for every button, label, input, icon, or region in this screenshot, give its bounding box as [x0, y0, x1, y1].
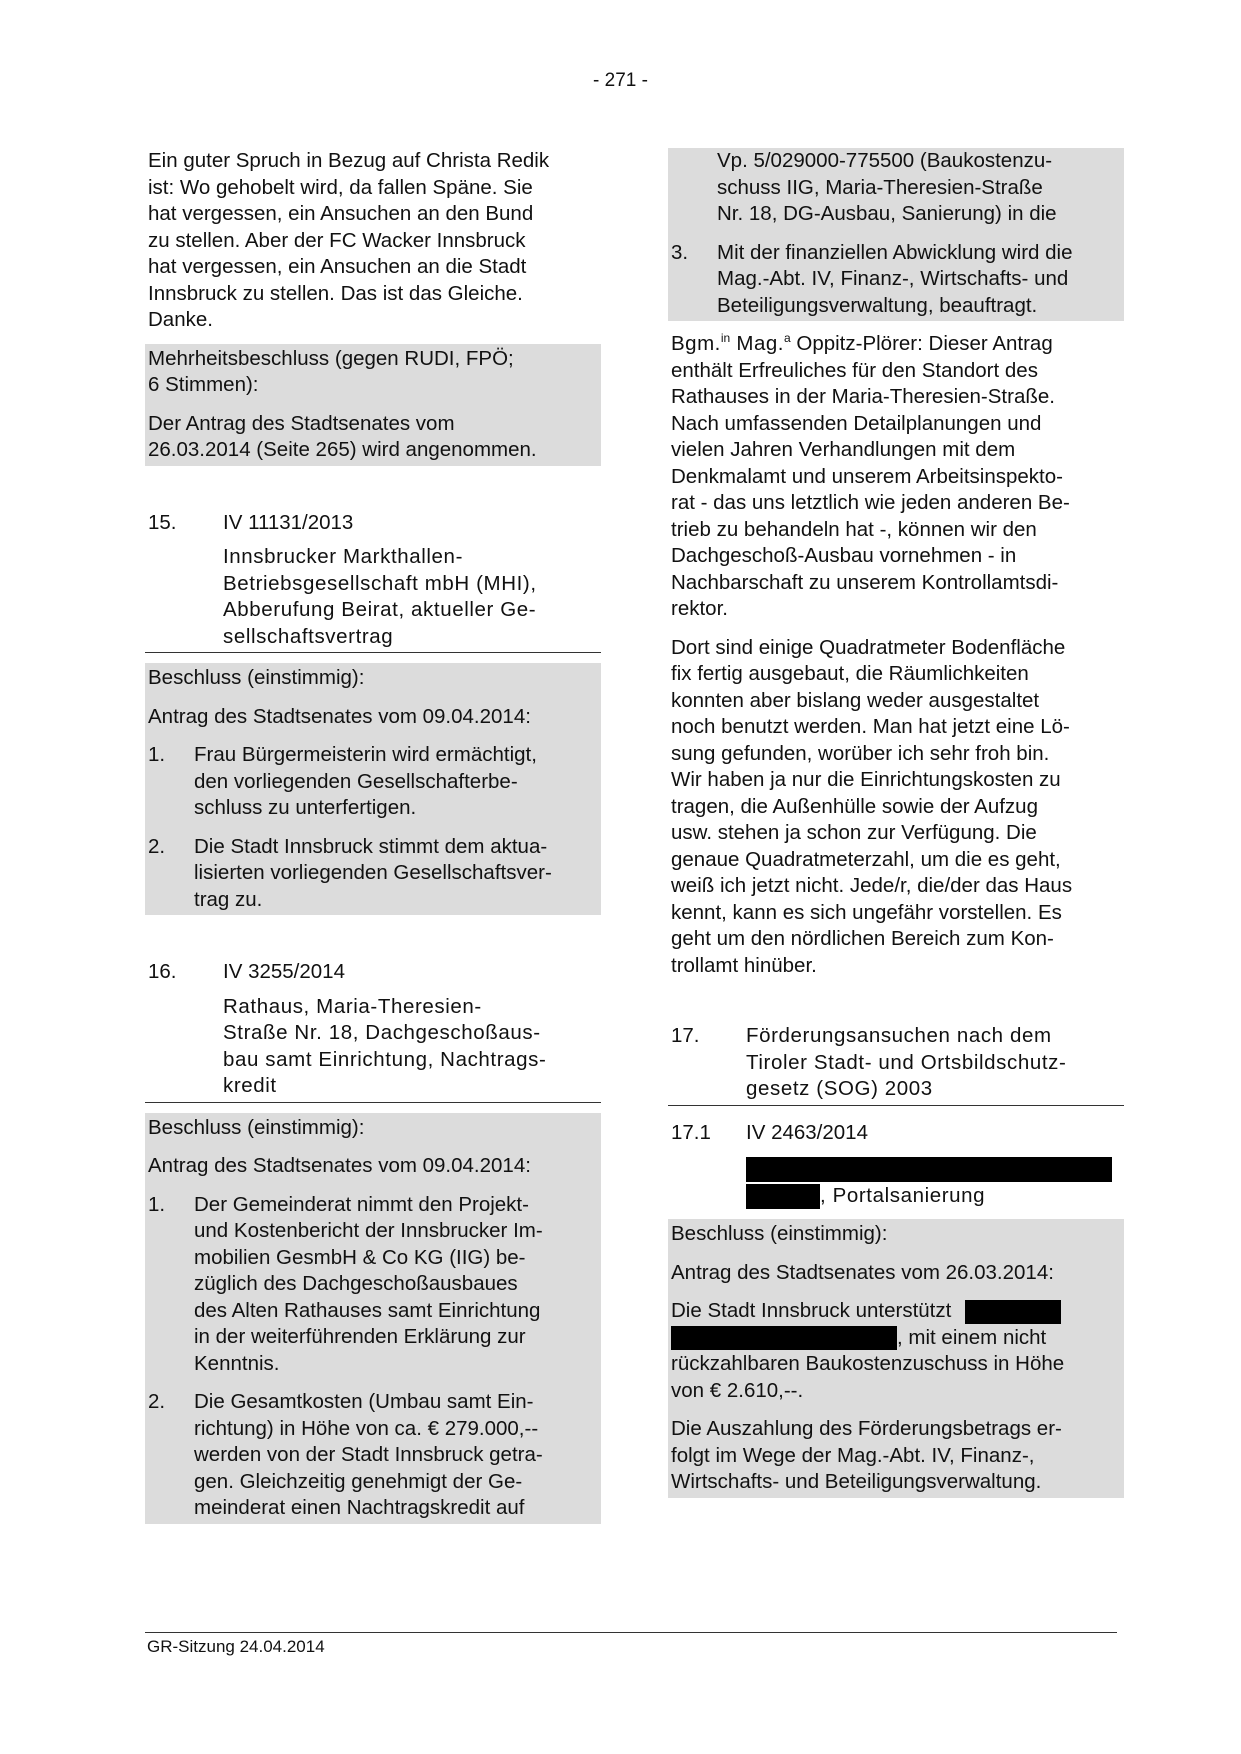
text-line: Die Auszahlung des Förderungsbetrags er- — [671, 1417, 1062, 1440]
text-line: fix fertig ausgebaut, die Räumlichkeiten — [671, 662, 1029, 685]
item-number: 17. — [671, 1024, 700, 1047]
list-text — [194, 1389, 598, 1522]
text-line: tragen, die Außenhülle sowie der Aufzug — [671, 794, 1038, 818]
item-title — [746, 1023, 1124, 1103]
continued-resolution-box — [668, 148, 1124, 321]
text-line: hat vergessen, ein Ansuchen an die Stadt — [148, 255, 527, 278]
list-text — [194, 742, 598, 822]
text-line: gesetz (SOG) 2003 — [746, 1077, 933, 1100]
text-line: Vp. 5/029000-775500 (Baukostenzu- — [717, 149, 1053, 172]
speaker-line — [671, 331, 1121, 358]
text-line: Mit der finanziellen Abwicklung wird die — [717, 240, 1073, 264]
list-text — [194, 834, 598, 914]
redaction-block — [671, 1326, 897, 1350]
text-line: sung gefunden, worüber ich sehr froh bin. — [671, 741, 1050, 765]
text-line: Dort sind einige Quadratmeter Bodenfläche — [671, 635, 1066, 659]
text-line: den vorliegenden Gesellschafterbe- — [194, 769, 518, 793]
redaction-block — [746, 1184, 820, 1209]
item-reference: IV 3255/2014 — [223, 960, 345, 983]
text-line: hat vergessen, ein Ansuchen an den Bund — [148, 202, 534, 225]
text-line: kredit — [223, 1074, 277, 1097]
text-line: Ein guter Spruch in Bezug auf Christa Redik — [148, 149, 550, 172]
list-text — [717, 240, 1121, 320]
resolution-label — [148, 346, 598, 399]
footer-divider — [145, 1632, 1117, 1633]
speaker-text: Oppitz-Plörer: Dieser Antrag — [790, 332, 1053, 355]
text-line: enthält Erfreuliches für den Standort des — [671, 358, 1038, 382]
text-line: kennt, kann es sich ungefähr vorstellen. Es — [671, 900, 1062, 924]
speaker-title-sup: a — [783, 331, 791, 346]
speech-paragraph-2 — [668, 635, 1124, 980]
text-line: Wir haben ja nur die Einrichtungskosten zu — [671, 768, 1061, 791]
text-line: schuss IIG, Maria-Theresien-Straße — [717, 175, 1043, 199]
speaker-title: Bgm. — [671, 332, 721, 355]
text-line: Innsbruck zu stellen. Das ist das Gleiche. — [148, 281, 523, 305]
item-title — [145, 544, 601, 653]
text-line: Danke. — [148, 308, 213, 331]
payout-text — [671, 1416, 1121, 1496]
item-reference: IV 11131/2013 — [223, 510, 354, 534]
list-number: 2. — [148, 834, 166, 858]
text-line: Förderungsansuchen nach dem — [746, 1024, 1052, 1047]
list-item — [671, 240, 1121, 320]
resolution-box-16 — [145, 1113, 601, 1524]
text-line: rat - das uns letztlich wie jeden anderen Be- — [671, 491, 1070, 514]
text-line: von € 2.610,--. — [671, 1378, 804, 1402]
text-line: Mehrheitsbeschluss (gegen RUDI, FPÖ; — [148, 346, 514, 370]
list-item — [148, 1389, 598, 1522]
motion-label: Antrag des Stadtsenates vom 09.04.2014: — [148, 704, 531, 728]
text-line: trag zu. — [194, 887, 263, 911]
resolution-text — [148, 411, 598, 464]
title-suffix: , Portalsanierung — [820, 1183, 986, 1207]
list-number: 1. — [148, 1192, 166, 1216]
continued-text — [671, 148, 1121, 228]
text-line: 6 Stimmen): — [148, 373, 259, 396]
item-number: 17.1 — [671, 1120, 711, 1144]
agenda-item-17 — [668, 1023, 1124, 1106]
text-line: trieb zu behandeln hat -, können wir den — [671, 517, 1037, 541]
text-line: Straße Nr. 18, Dachgeschoßaus- — [223, 1021, 541, 1044]
text-line: und Kostenbericht der Innsbrucker Im- — [194, 1219, 543, 1242]
text-line: Rathaus, Maria-Theresien- — [223, 994, 482, 1018]
text-line: genaue Quadratmeterzahl, um die es geht, — [671, 847, 1061, 871]
list-number: 3. — [671, 240, 689, 264]
text-line: lisierten vorliegenden Gesellschaftsver- — [194, 861, 552, 884]
redaction-block — [965, 1300, 1061, 1324]
text-line: Nachbarschaft zu unserem Kontrollamtsdi- — [671, 570, 1059, 594]
resolution-label: Beschluss (einstimmig): — [671, 1222, 888, 1245]
support-text — [671, 1298, 1121, 1404]
text-line: Kenntnis. — [194, 1351, 280, 1375]
resolution-box-17-1 — [668, 1219, 1124, 1498]
motion-label: Antrag des Stadtsenates vom 26.03.2014: — [671, 1260, 1054, 1284]
list-item — [148, 1192, 598, 1378]
motion-label: Antrag des Stadtsenates vom 09.04.2014: — [148, 1154, 531, 1177]
speech-paragraph-1 — [668, 331, 1124, 623]
text-line: gen. Gleichzeitig genehmigt der Ge- — [194, 1469, 523, 1493]
text-line: richtung) in Höhe von ca. € 279.000,-- — [194, 1416, 539, 1440]
text-line: meinderat einen Nachtragskredit auf — [194, 1496, 525, 1519]
text-line: zu stellen. Aber der FC Wacker Innsbruck — [148, 228, 526, 252]
resolution-label: Beschluss (einstimmig): — [148, 666, 365, 689]
item-heading — [145, 510, 601, 537]
text-line: geht um den nördlichen Bereich zum Kon- — [671, 927, 1054, 950]
text-line: Nach umfassenden Detailplanungen und — [671, 411, 1042, 435]
item-reference: IV 2463/2014 — [746, 1120, 868, 1144]
text-line: rektor. — [671, 597, 728, 620]
text-line: züglich des Dachgeschoßausbaues — [194, 1272, 518, 1295]
footer-text: GR-Sitzung 24.04.2014 — [147, 1637, 325, 1656]
text-line: , mit einem nicht — [897, 1325, 1047, 1349]
text-line: Die Gesamtkosten (Umbau samt Ein- — [194, 1390, 534, 1413]
text-line: usw. stehen ja schon zur Verfügung. Die — [671, 821, 1037, 844]
text-line: Dachgeschoß-Ausbau vornehmen - in — [671, 544, 1017, 567]
text-line: des Alten Rathauses samt Einrichtung — [194, 1298, 541, 1322]
list-number: 2. — [148, 1390, 166, 1413]
item-title — [145, 994, 601, 1103]
text-line: bau samt Einrichtung, Nachtrags- — [223, 1047, 547, 1071]
page-number: - 271 - — [593, 70, 648, 91]
text-line: Frau Bürgermeisterin wird ermächtigt, — [194, 743, 537, 766]
list-number: 1. — [148, 743, 166, 766]
text-line: ist: Wo gehobelt wird, da fallen Späne. Sie — [148, 175, 533, 199]
left-column — [145, 148, 601, 1524]
text-line: Der Antrag des Stadtsenates vom — [148, 411, 455, 435]
text-line: noch benutzt werden. Man hat jetzt eine Lö- — [671, 715, 1070, 738]
item-heading — [668, 1023, 1124, 1105]
text-line: Beteiligungsverwaltung, beauftragt. — [717, 293, 1038, 317]
text-line: Der Gemeinderat nimmt den Projekt- — [194, 1192, 529, 1216]
text-line: Abberufung Beirat, aktueller Ge- — [223, 598, 537, 621]
item-number: 15. — [148, 510, 177, 534]
text-line: Betriebsgesellschaft mbH (MHI), — [223, 571, 537, 595]
item-title — [668, 1156, 1124, 1209]
text-line: vielen Jahren Verhandlungen mit dem — [671, 438, 1016, 461]
resolution-box-15 — [145, 663, 601, 915]
list-item — [148, 742, 598, 822]
item-heading — [145, 959, 601, 986]
item-heading — [668, 1120, 1124, 1147]
redaction-block — [746, 1157, 1112, 1182]
text-line: Nr. 18, DG-Ausbau, Sanierung) in die — [717, 202, 1057, 225]
text-line: werden von der Stadt Innsbruck getra- — [194, 1443, 543, 1466]
text-line: in der weiterführenden Erklärung zur — [194, 1325, 526, 1348]
text-line: Die Stadt Innsbruck unterstützt — [671, 1299, 952, 1322]
text-line: weiß ich jetzt nicht. Jede/r, die/der das Haus — [671, 874, 1073, 897]
list-item — [148, 834, 598, 914]
text-line: Die Stadt Innsbruck stimmt dem aktua- — [194, 834, 548, 858]
text-line: Wirtschafts- und Beteiligungsverwaltung. — [671, 1470, 1042, 1493]
text-line: sellschaftsvertrag — [223, 624, 394, 648]
resolution-box-1 — [145, 344, 601, 466]
intro-paragraph — [145, 148, 601, 334]
text-line: rückzahlbaren Baukostenzuschuss in Höhe — [671, 1352, 1065, 1375]
text-line: folgt im Wege der Mag.-Abt. IV, Finanz-, — [671, 1443, 1035, 1467]
text-line: 26.03.2014 (Seite 265) wird angenommen. — [148, 438, 537, 461]
resolution-label: Beschluss (einstimmig): — [148, 1115, 365, 1139]
agenda-item-16 — [145, 959, 601, 1524]
text-line: Denkmalamt und unserem Arbeitsinspekto- — [671, 464, 1063, 488]
agenda-item-15 — [145, 510, 601, 916]
text-line: schluss zu unterfertigen. — [194, 796, 417, 819]
text-line: mobilien GesmbH & Co KG (IIG) be- — [194, 1245, 526, 1269]
text-line: Rathauses in der Maria-Theresien-Straße. — [671, 385, 1055, 408]
text-line: trollamt hinüber. — [671, 953, 817, 977]
text-line: Tiroler Stadt- und Ortsbildschutz- — [746, 1050, 1067, 1074]
text-line: Innsbrucker Markthallen- — [223, 545, 463, 568]
speaker-title: Mag. — [730, 332, 784, 355]
text-line: konnten aber bislang weder ausgestaltet — [671, 688, 1040, 712]
item-number: 16. — [148, 960, 177, 983]
agenda-item-17-1 — [668, 1120, 1124, 1498]
speaker-title-sup: in — [720, 331, 731, 346]
list-text — [194, 1192, 598, 1378]
right-column — [668, 148, 1124, 1498]
text-line: Mag.-Abt. IV, Finanz-, Wirtschafts- und — [717, 267, 1069, 290]
